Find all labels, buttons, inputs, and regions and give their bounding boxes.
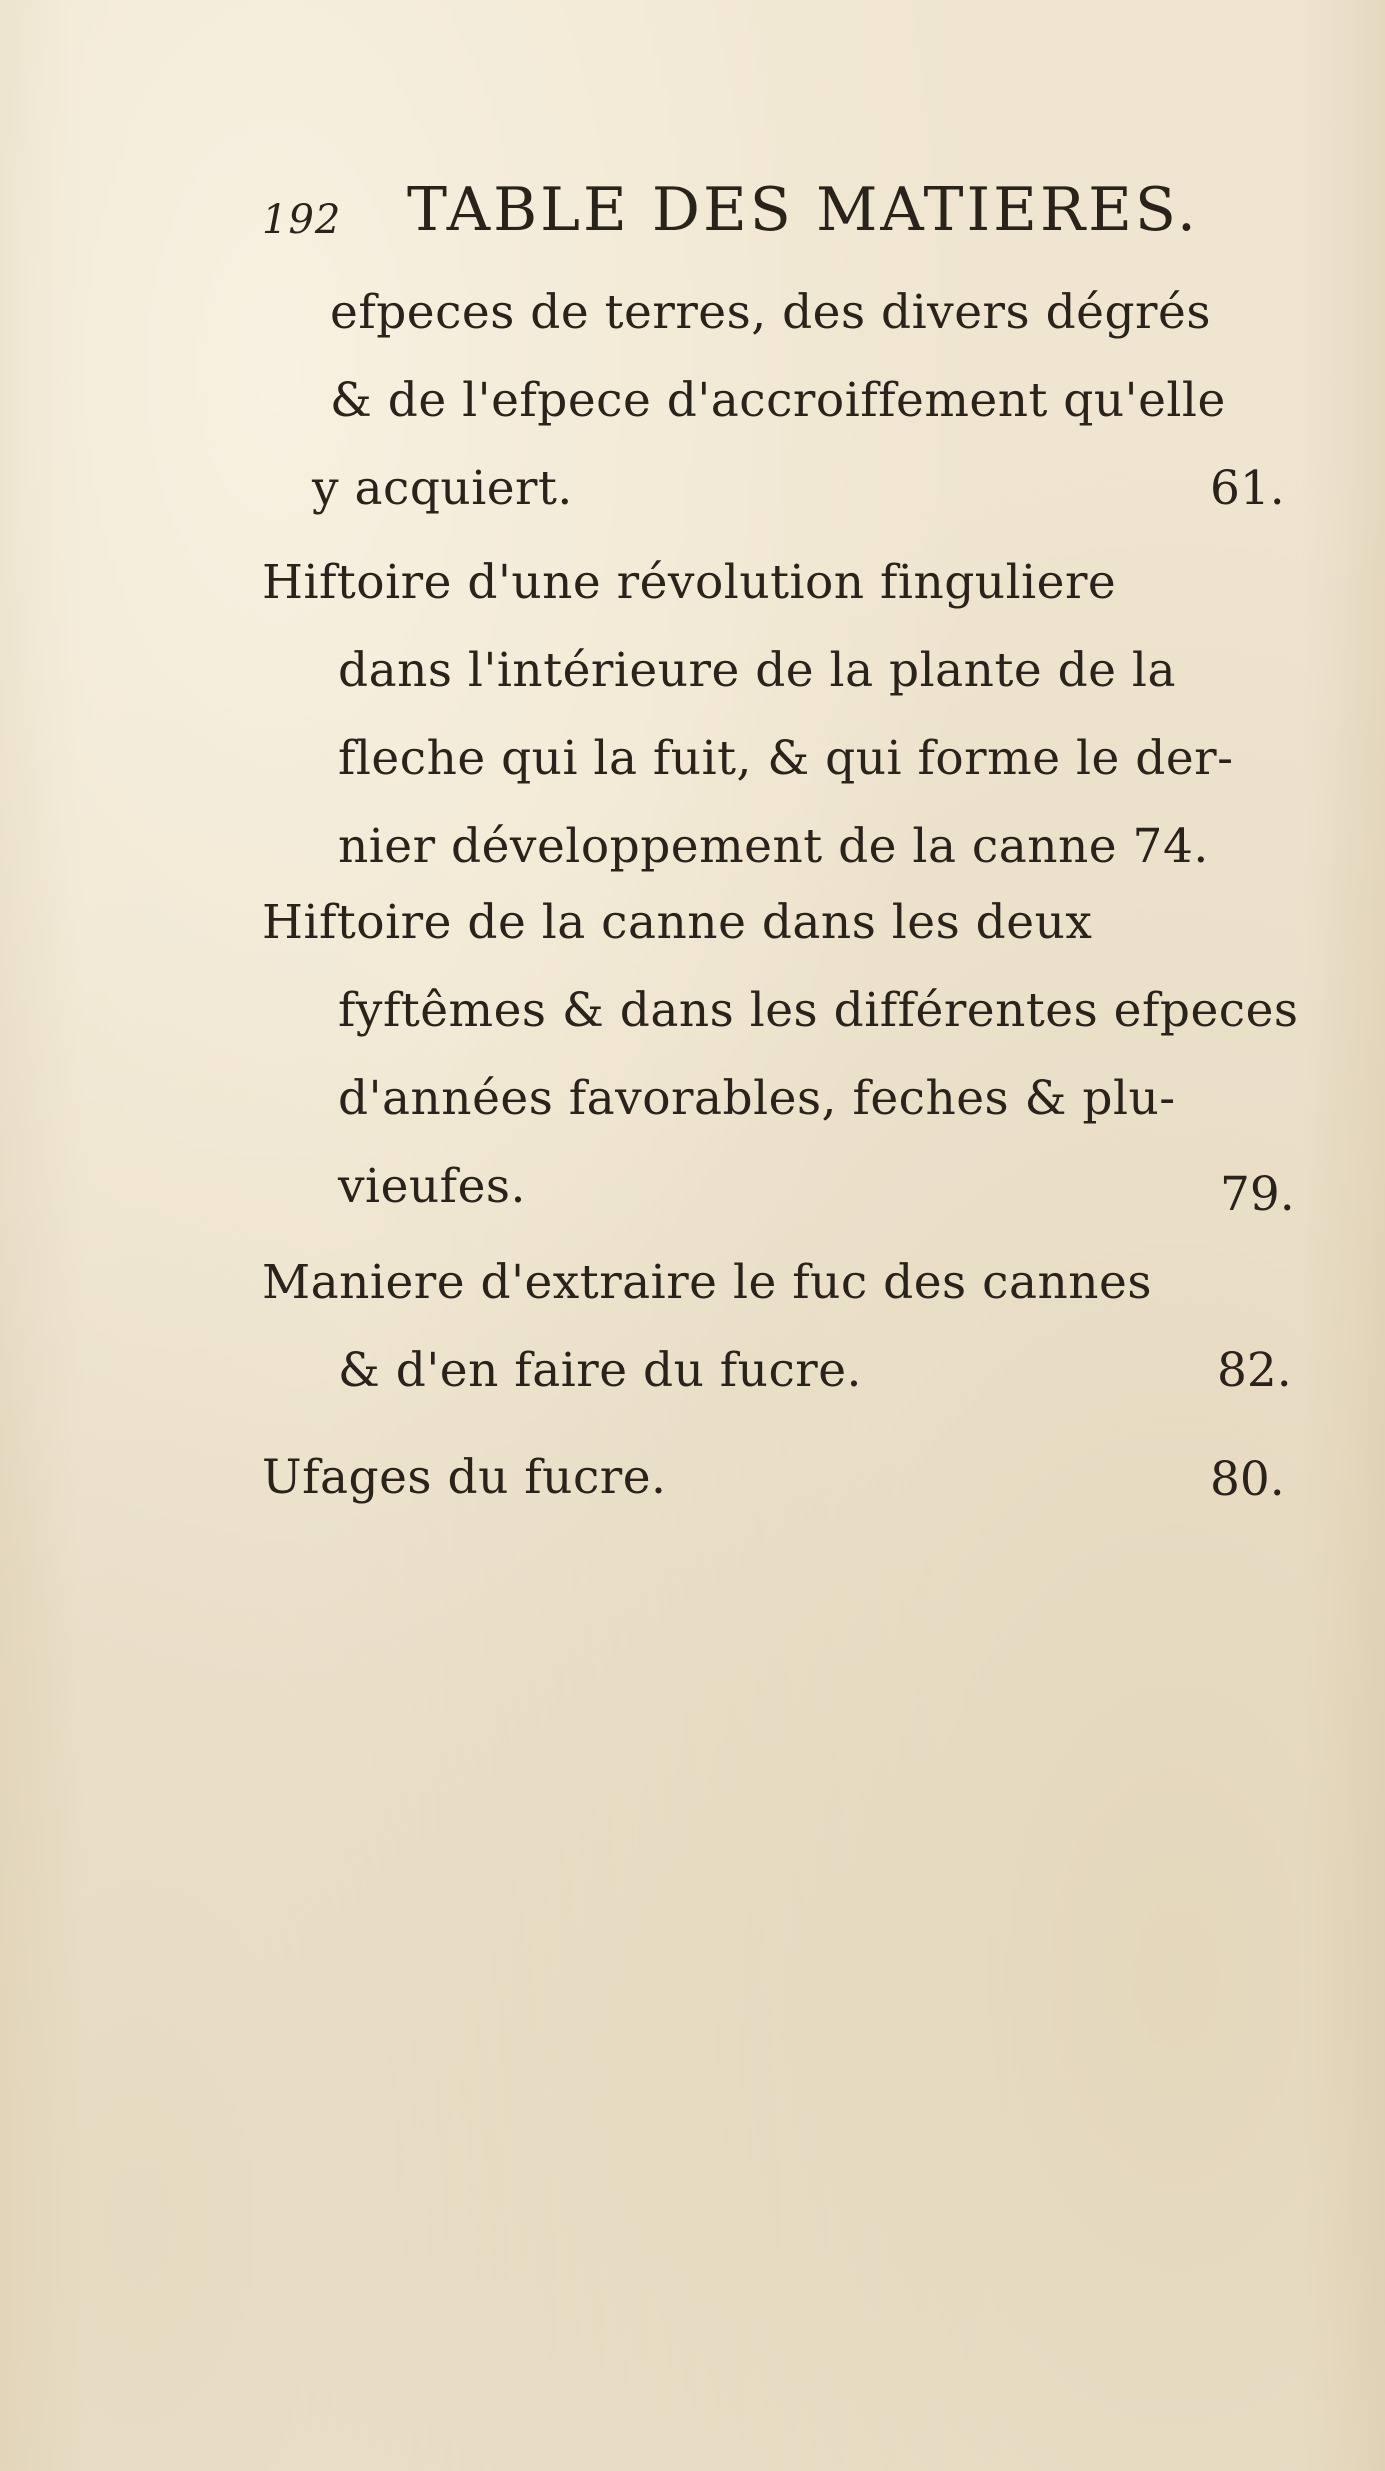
entry-line: dans l'intérieure de la plante de la [338,643,1176,698]
page-header [262,175,1262,265]
entry-line: efpeces de terres, des divers dégrés [330,285,1211,340]
entry-line: & de l'efpece d'accroiffement qu'elle [330,373,1226,428]
entry-line: nier développement de la canne 74. [338,819,1209,874]
entry-line: fleche qui la fuit, & qui forme le der- [338,731,1234,786]
entry-line: vieufes. [338,1159,526,1214]
page-reference: 79. [1220,1167,1295,1222]
page-reference: 80. [1210,1452,1285,1507]
entry-line: Ufages du fucre. [262,1450,667,1505]
page-reference: 61. [1210,461,1285,516]
bleed-through-text [270,1270,1310,2170]
entry-line: & d'en faire du fucre. [338,1343,862,1398]
page-reference: 82. [1217,1343,1292,1398]
entry-line: d'années favorables, feches & plu- [338,1071,1176,1126]
entry-line: Hiftoire de la canne dans les deux [262,895,1093,950]
entry-line: Maniere d'extraire le fuc des cannes [262,1255,1152,1310]
entry-line: fyftêmes & dans les différentes efpeces [338,983,1299,1038]
entry-line: Hiftoire d'une révolution finguliere [262,555,1117,610]
running-title: TABLE DES MATIERES. [407,175,1199,245]
page-number: 192 [262,197,342,243]
entry-line: y acquiert. [312,461,573,516]
